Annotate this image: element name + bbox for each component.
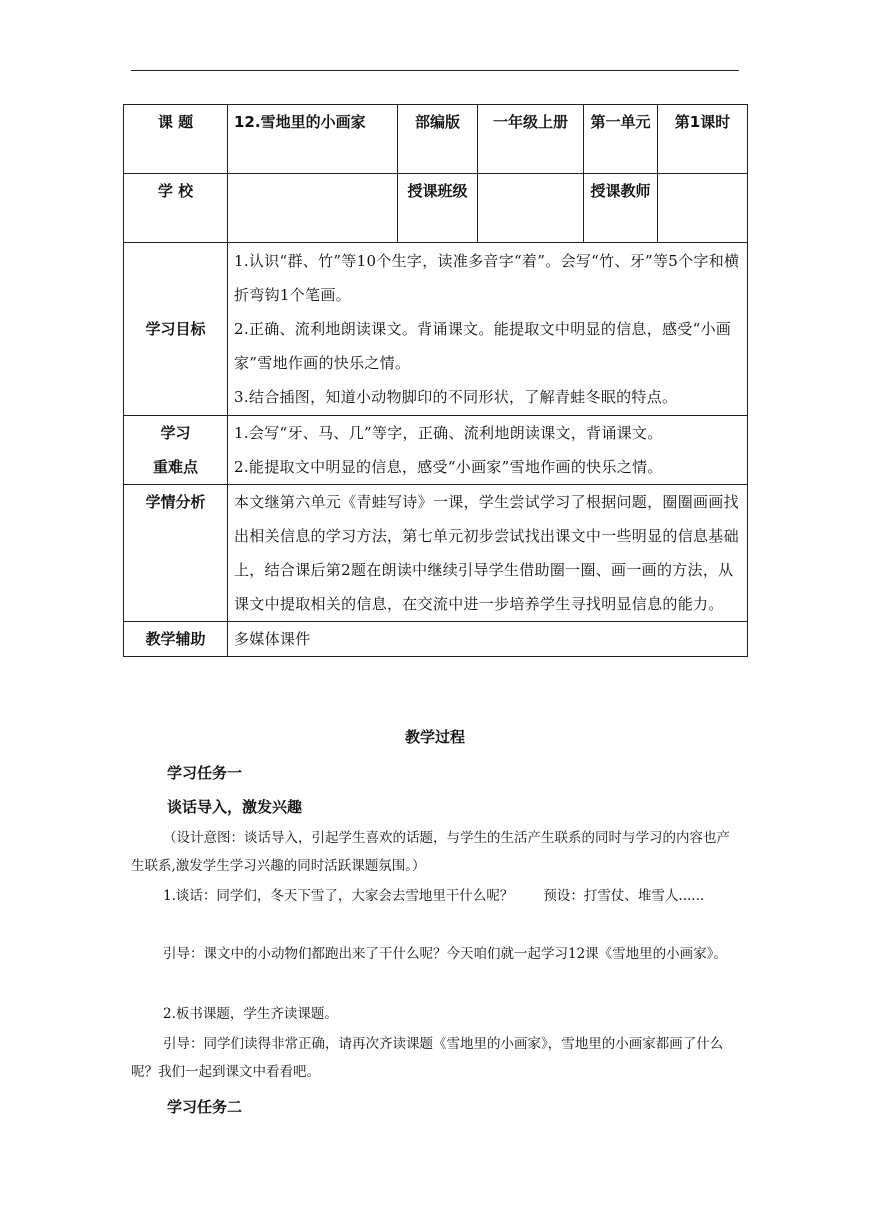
task-subheading: 谈话导入，激发兴趣 (167, 798, 303, 816)
school-value (228, 174, 398, 243)
paragraph: 2.板书课题，学生齐读课题。 (163, 1006, 338, 1022)
row-school (124, 174, 748, 243)
unit: 第一单元 (584, 105, 658, 174)
row-topic (124, 105, 748, 174)
section-title: 教学过程 (404, 728, 465, 746)
lesson-title: 12.雪地里的小画家 (228, 105, 398, 174)
row-goals (124, 243, 748, 416)
label-key-points (124, 416, 228, 485)
grade: 一年级上册 (478, 105, 584, 174)
row-aids (124, 622, 748, 657)
label-class: 授课班级 (398, 174, 478, 243)
paragraph: 引导：课文中的小动物们都跑出来了干什么呢？今天咱们就一起学习12课《雪地里的小画家》。 (163, 946, 727, 962)
goals-content (228, 243, 748, 416)
edition: 部编版 (398, 105, 478, 174)
label-school: 学 校 (124, 174, 228, 243)
label-key-line1: 学习 (160, 424, 191, 442)
goal-item: 1.认识“群、竹”等10个生字，读准多音字“着”。会写“竹、牙”等5个字和横折弯钩1个笔画。 (234, 252, 740, 304)
key-item: 2.能提取文中明显的信息，感受“小画家”雪地作画的快乐之情。 (234, 458, 663, 476)
aids-content: 多媒体课件 (228, 622, 748, 657)
key-item: 1.会写“牙、马、几”等字，正确、流利地朗读课文，背诵课文。 (234, 424, 663, 442)
period: 第1课时 (658, 105, 748, 174)
row-key-points (124, 416, 748, 485)
label-aids: 教学辅助 (124, 622, 228, 657)
task-heading: 学习任务二 (167, 1098, 243, 1116)
class-value (478, 174, 584, 243)
paragraph: 1.谈话：同学们，冬天下雪了，大家会去雪地里干什么呢？ 预设：打雪仗、堆雪人...... (163, 888, 705, 904)
header-rule (131, 70, 739, 71)
key-points-content (228, 416, 748, 485)
paragraph: 引导：同学们读得非常正确，请再次齐读课题《雪地里的小画家》，雪地里的小画家都画了什么呢？我们一起到课文中看看吧。 (131, 1036, 724, 1080)
row-analysis (124, 485, 748, 622)
task-heading: 学习任务一 (167, 764, 243, 782)
label-topic: 课 题 (124, 105, 228, 174)
goal-item: 2.正确、流利地朗读课文。背诵课文。能提取文中明显的信息，感受“小画家”雪地作画的快乐之情。 (234, 320, 732, 372)
label-analysis: 学情分析 (124, 485, 228, 622)
design-intent: （设计意图：谈话导入，引起学生喜欢的话题，与学生的生活产生联系的同时与学习的内容也产生联系,激发学生学习兴趣的同时活跃课题氛围。） (131, 830, 730, 874)
goal-item: 3.结合插图，知道小动物脚印的不同形状，了解青蛙冬眠的特点。 (234, 388, 678, 406)
label-goals: 学习目标 (124, 243, 228, 416)
lesson-info-table (123, 104, 748, 657)
analysis-content: 本文继第六单元《青蛙写诗》一课，学生尝试学习了根据问题，圈圈画画找出相关信息的学习方法，第七单元初步尝试找出课文中一些明显的信息基础上，结合课后第2题在朗读中继续引导学生借助圈一圈、画一画的方法，从课文中提取相关的信息，在交流中进一步培养学生寻找明显信息的能力。 (228, 485, 748, 622)
teacher-value (658, 174, 748, 243)
label-key-line2: 重难点 (152, 458, 198, 476)
label-teacher: 授课教师 (584, 174, 658, 243)
